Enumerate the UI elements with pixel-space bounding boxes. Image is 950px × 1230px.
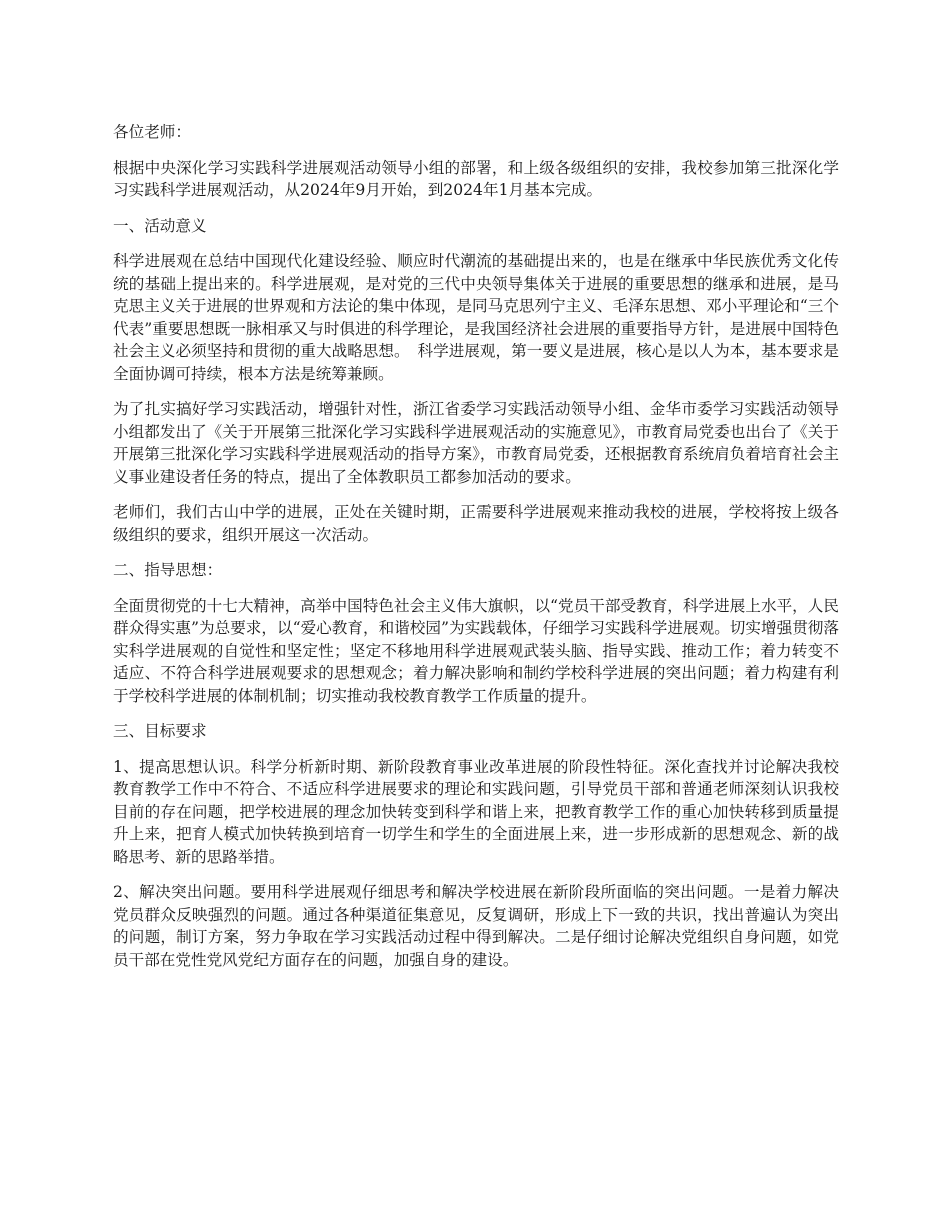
salutation: 各位老师： — [113, 123, 191, 141]
section-heading-activity-significance: 一、活动意义 — [113, 216, 207, 235]
intro-paragraph: 根据中央深化学习实践科学进展观活动领导小组的部署，和上级各级组织的安排，我校参加第三批深化学习实践科学进展观活动，从2024年9月开始，到2024年1月基本完成。 — [113, 158, 839, 199]
paragraph: 科学进展观在总结中国现代化建设经验、顺应时代潮流的基础提出来的，也是在继承中华民族优秀文化传统的基础上提出来的。科学进展观，是对党的三代中央领导集体关于进展的重要思想的继承和进展，是马克思主义关于进展的世界观和方法论的集中体现，是同马克思列宁主义、毛泽东思想、邓小平理论和“三个代表”重要思想既一脉相承又与时俱进的科学理论，是我国经济社会进展的重要指导方针，是进展中国特色社会主义必须坚持和贯彻的重大战略思想。 科学进展观，第一要义是进展，核心是以人为本，基本要求是全面协调可持续，根本方法是统筹兼顾。 — [113, 252, 839, 383]
paragraph: 全面贯彻党的十七大精神，高举中国特色社会主义伟大旗帜，以“党员干部受教育，科学进展上水平，人民群众得实惠”为总要求，以“爱心教育，和谐校园”为实践载体，仔细学习实践科学进展观。切实增强贯彻落实科学进展观的自觉性和坚定性；坚定不移地用科学进展观武装头脑、指导实践、推动工作；着力转变不适应、不符合科学进展观要求的思想观念；着力解决影响和制约学校科学进展的突出问题；着力构建有利于学校科学进展的体制机制；切实推动我校教育教学工作质量的提升。 — [113, 596, 839, 705]
section-heading-guiding-ideology: 二、指导思想： — [113, 561, 223, 579]
paragraph: 为了扎实搞好学习实践活动，增强针对性，浙江省委学习实践活动领导小组、金华市委学习实践活动领导小组都发出了《关于开展第三批深化学习实践科学进展观活动的实施意见》，市教育局党委也出台了《关于开展第三批深化学习实践科学进展观活动的指导方案》，市教育局党委，还根据教育系统肩负着培育社会主义事业建设者任务的特点，提出了全体教职员工都参加活动的要求。 — [113, 400, 839, 486]
paragraph: 1、提高思想认识。科学分析新时期、新阶段教育事业改革进展的阶段性特征。深化查找并讨论解决我校教育教学工作中不符合、不适应科学进展要求的理论和实践问题，引导党员干部和普通老师深刻认识我校目前的存在问题，把学校进展的理念加快转变到科学和谐上来，把教育教学工作的重心加快转移到质量提升上来，把育人模式加快转换到培育一切学生和学生的全面进展上来，进一步形成新的思想观念、新的战略思考、新的思路举措。 — [113, 757, 839, 866]
section-heading-goals: 三、目标要求 — [113, 722, 207, 740]
document-body — [113, 121, 839, 984]
paragraph: 老师们，我们古山中学的进展，正处在关键时期，正需要科学进展观来推动我校的进展，学校将按上级各级组织的要求，组织开展这一次活动。 — [113, 503, 839, 544]
paragraph: 2、解决突出问题。要用科学进展观仔细思考和解决学校进展在新阶段所面临的突出问题。一是着力解决党员群众反映强烈的问题。通过各种渠道征集意见，反复调研，形成上下一致的共识，找出普遍认为突出的问题，制订方案，努力争取在学习实践活动过程中得到解决。二是仔细讨论解决党组织自身问题，如党员干部在党性党风党纪方面存在的问题，加强自身的建设。 — [113, 883, 839, 969]
